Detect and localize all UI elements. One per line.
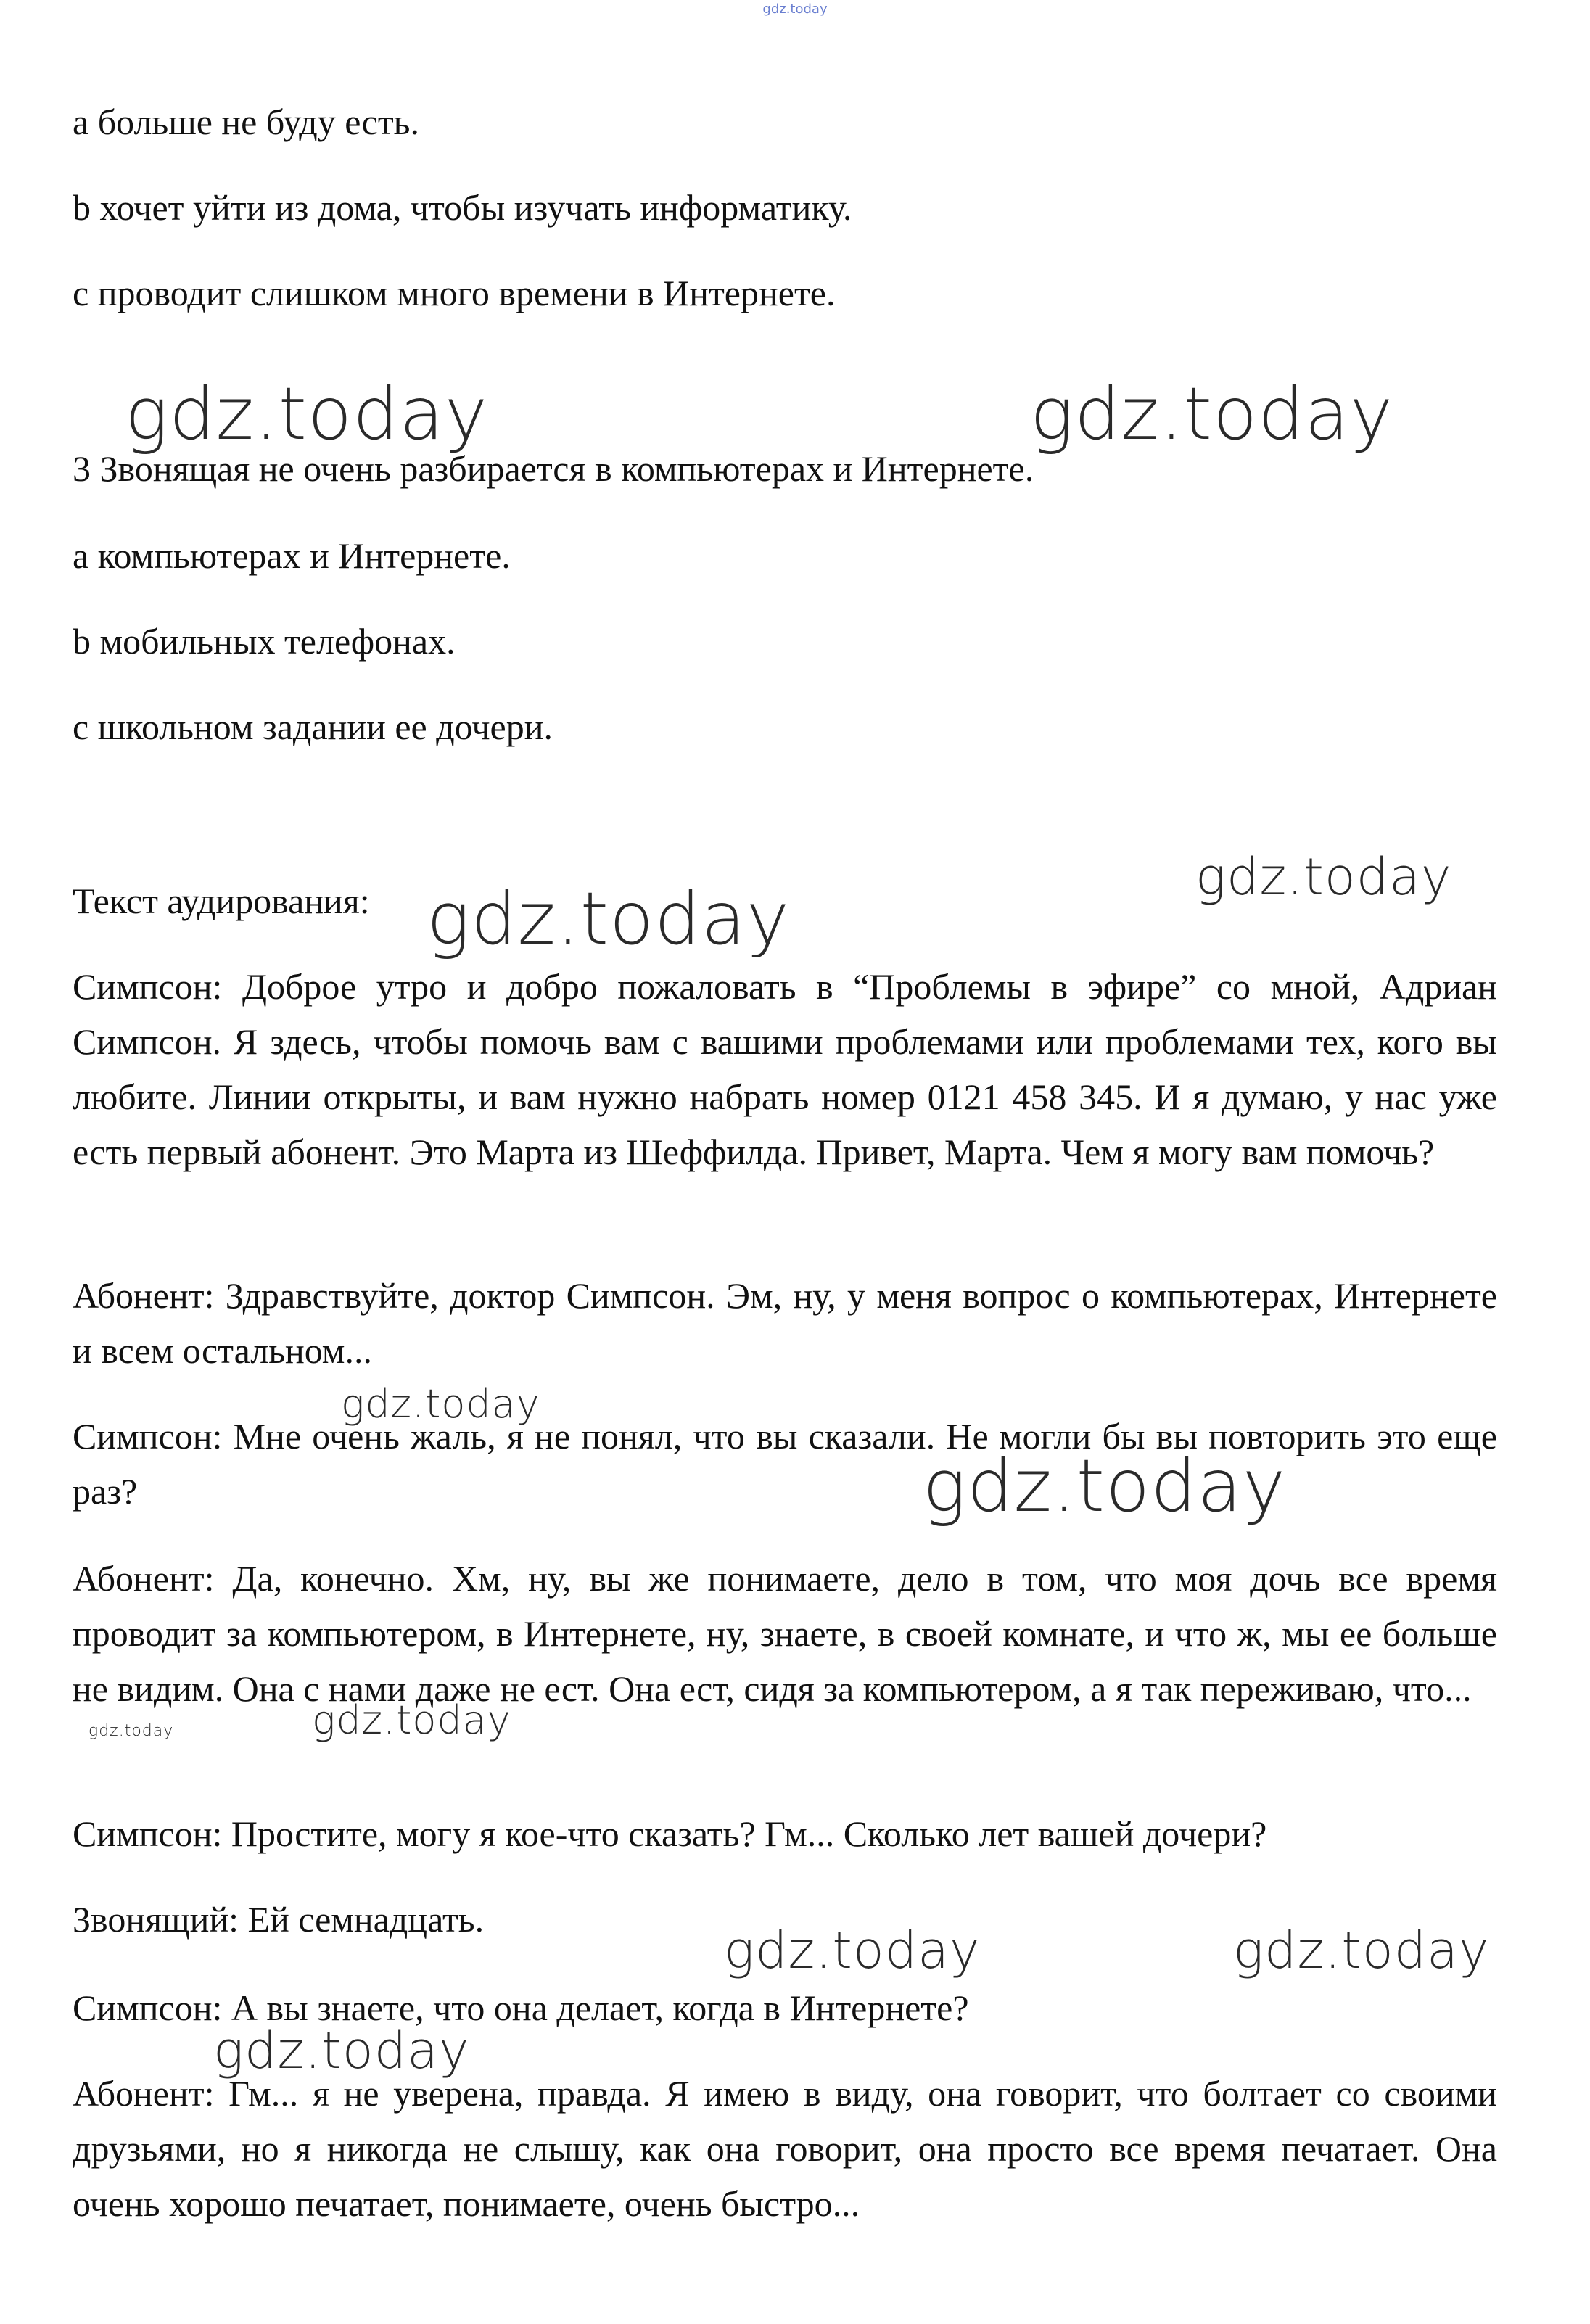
- transcript-heading: Текст аудирования:: [73, 881, 370, 921]
- question-3-option-a: a компьютерах и Интернете.: [73, 535, 511, 576]
- option-b: b хочет уйти из дома, чтобы изучать информатику.: [73, 187, 852, 228]
- watermark: gdz.today: [1195, 847, 1452, 907]
- transcript-paragraph-8: Абонент: Гм... я не уверена, правда. Я имею в виду, она говорит, что болтает со своими друзьями, но я никогда не слышу, как она говорит, она просто все время печатает. Она очень хорошо печатает, понимаете, очень быстро...: [73, 2073, 1497, 2224]
- transcript-paragraph-2: Абонент: Здравствуйте, доктор Симпсон. Эм, ну, у меня вопрос о компьютерах, Интернете и всем остальном...: [73, 1275, 1497, 1371]
- transcript-paragraph-4: Абонент: Да, конечно. Хм, ну, вы же понимаете, дело в том, что моя дочь все время проводит за компьютером, в Интернете, ну, знаете, в своей комнате, и что ж, мы ее больше не видим. Она с нами даже не ест. Она ест, сидя за компьютером, а я так переживаю, что...: [73, 1558, 1497, 1709]
- option-c: c проводит слишком много времени в Интернете.: [73, 273, 836, 313]
- site-mark: gdz.today: [762, 1, 828, 17]
- watermark: gdz.today: [923, 1443, 1287, 1528]
- option-a: a больше не буду есть.: [73, 102, 419, 142]
- watermark: gdz.today: [88, 1722, 174, 1740]
- watermark: gdz.today: [125, 371, 489, 456]
- transcript-paragraph-7: Симпсон: А вы знаете, что она делает, когда в Интернете?: [73, 1987, 969, 2028]
- transcript-paragraph-5: Симпсон: Простите, могу я кое-что сказать? Гм... Сколько лет вашей дочери?: [73, 1813, 1267, 1854]
- watermark: gdz.today: [427, 876, 791, 961]
- watermark: gdz.today: [312, 1697, 511, 1743]
- transcript-paragraph-3: Симпсон: Мне очень жаль, я не понял, что вы сказали. Не могли бы вы повторить это еще раз?: [73, 1416, 1497, 1512]
- question-3-statement: 3 Звонящая не очень разбирается в компьютерах и Интернете.: [73, 448, 1034, 489]
- watermark: gdz.today: [724, 1921, 981, 1980]
- transcript-paragraph-1: Симпсон: Доброе утро и добро пожаловать в “Проблемы в эфире” со мной, Адриан Симпсон. Я здесь, чтобы помочь вам с вашими проблемами или проблемами тех, кого вы любите. Линии открыты, и вам нужно набрать номер 0121 458 345. И я думаю, у нас уже есть первый абонент. Это Марта из Шеффилда. Привет, Марта. Чем я могу вам помочь?: [73, 966, 1497, 1172]
- watermark: gdz.today: [1233, 1921, 1490, 1980]
- question-3-option-c: c школьном задании ее дочери.: [73, 706, 553, 747]
- watermark: gdz.today: [1030, 371, 1394, 456]
- watermark: gdz.today: [213, 2021, 470, 2080]
- watermark: gdz.today: [341, 1381, 540, 1427]
- question-3-option-b: b мобильных телефонах.: [73, 621, 456, 662]
- transcript-paragraph-6: Звонящий: Ей семнадцать.: [73, 1899, 485, 1940]
